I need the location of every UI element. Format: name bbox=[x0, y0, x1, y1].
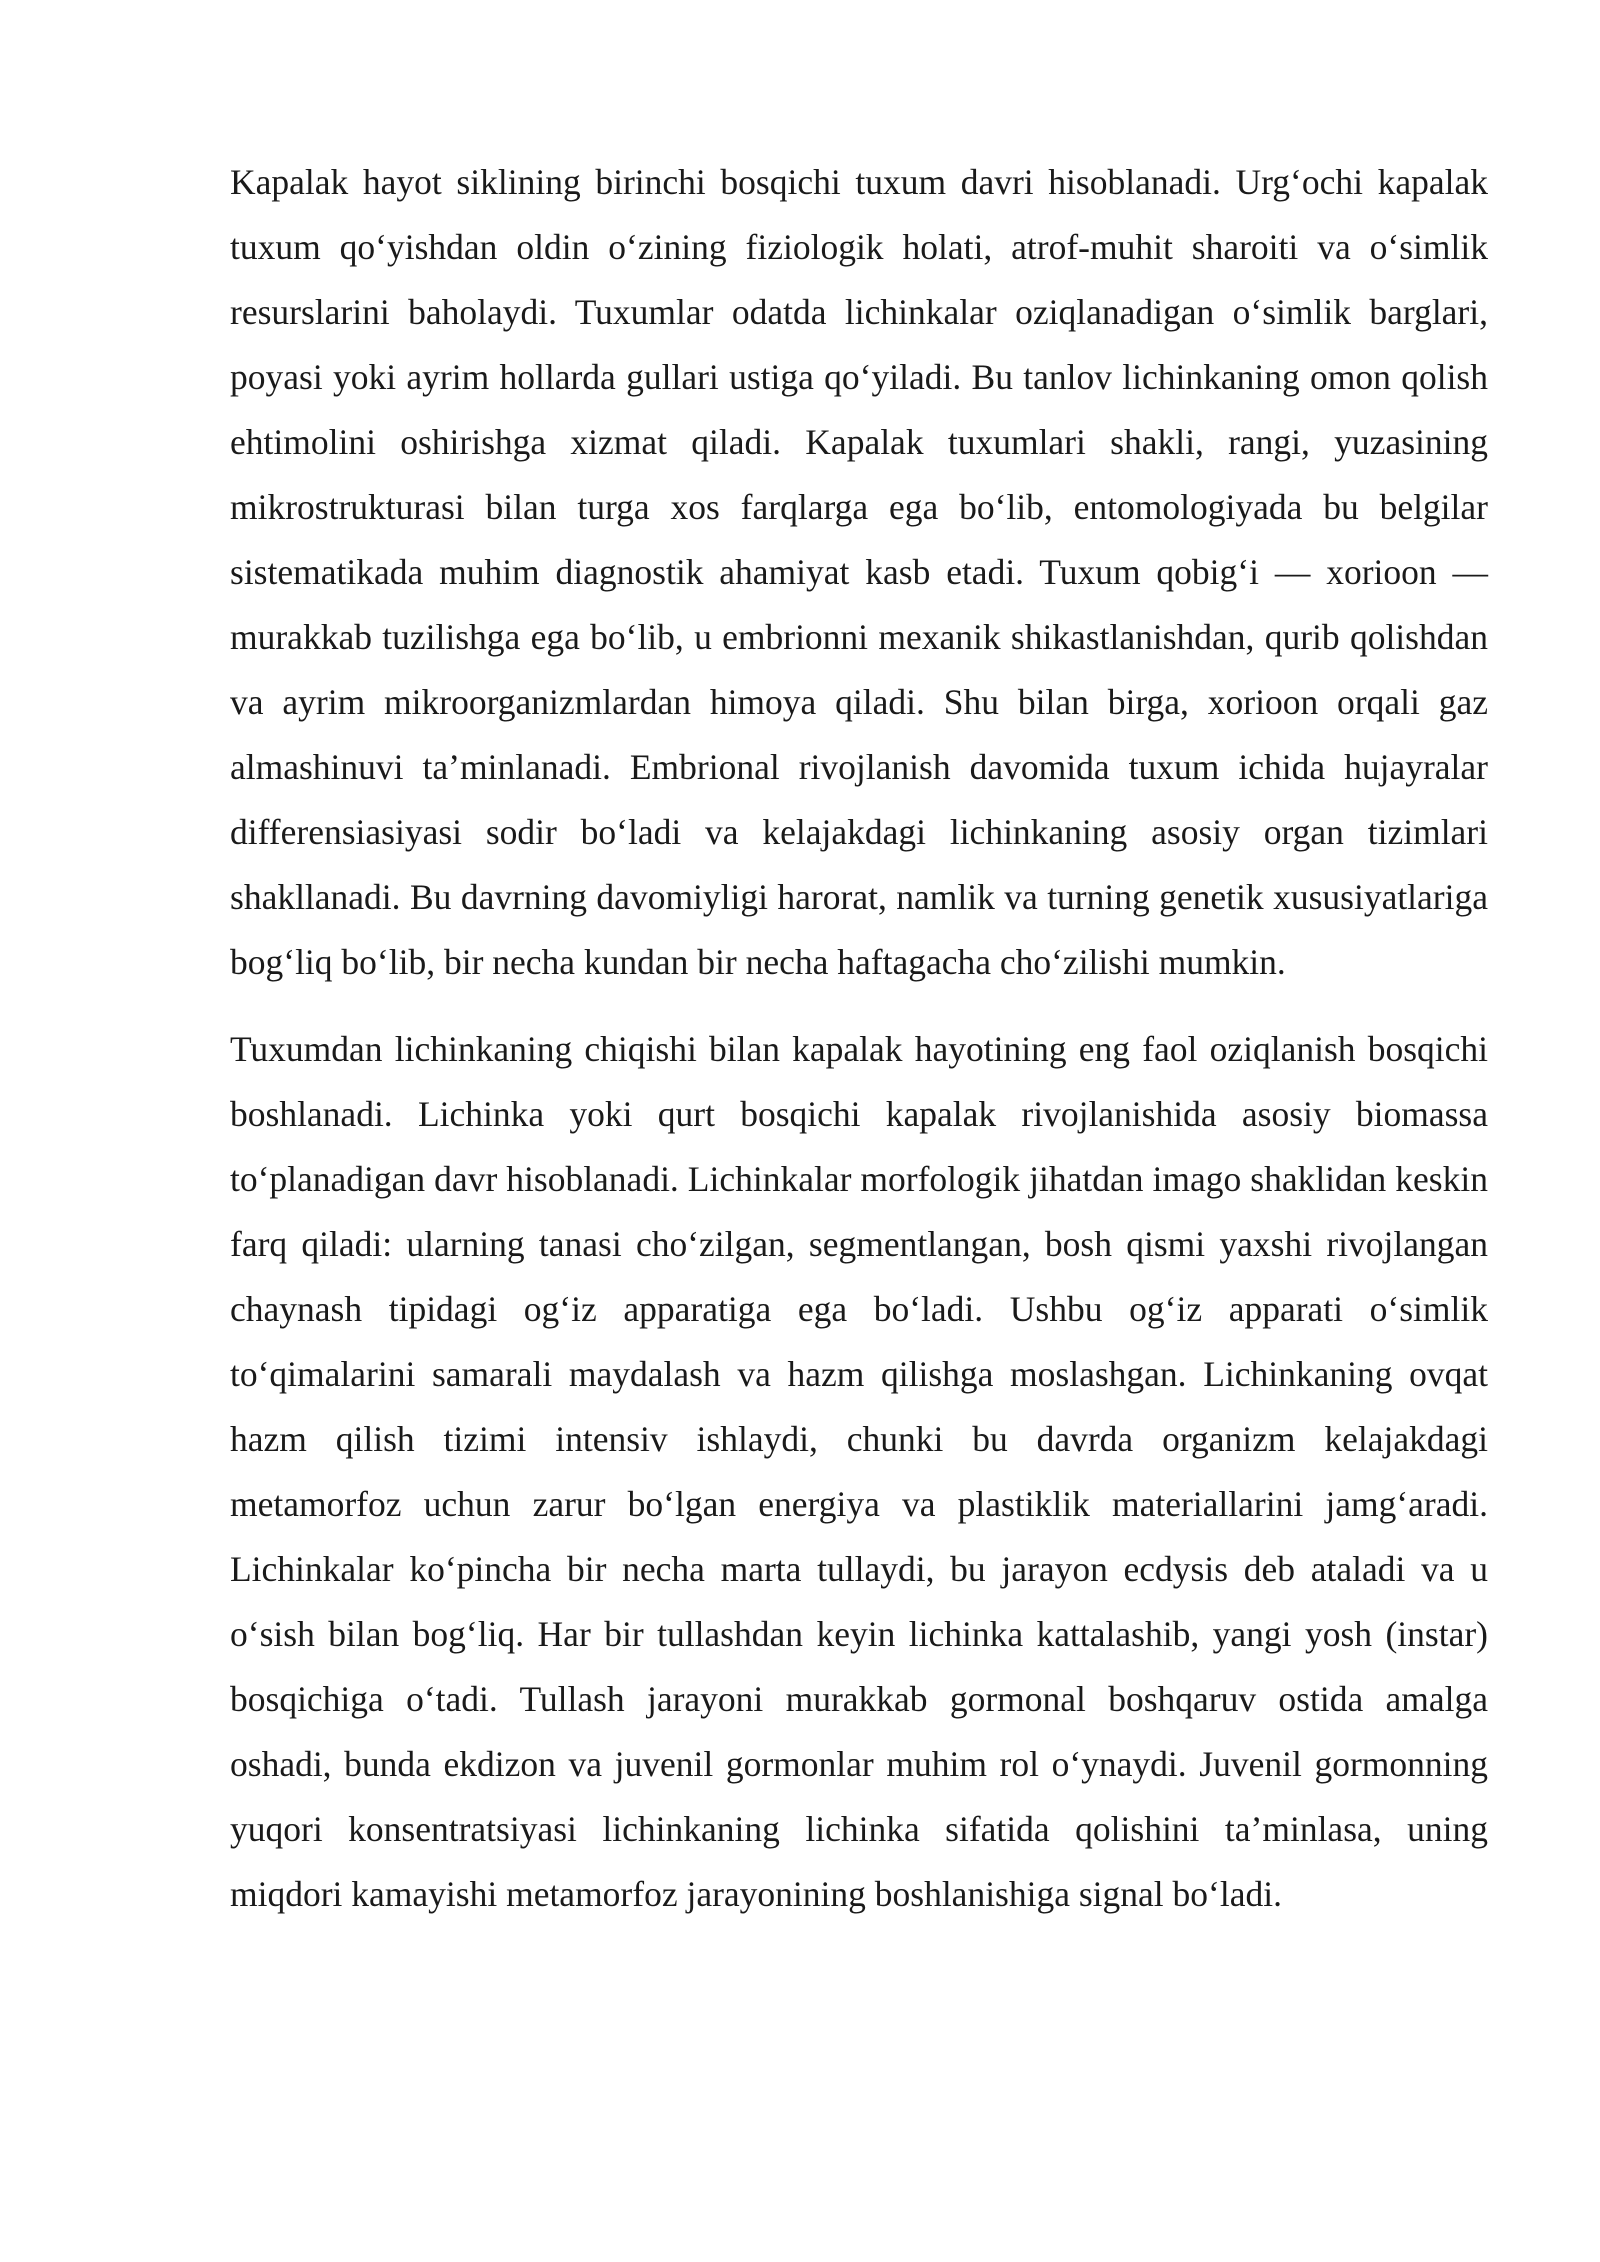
document-body bbox=[230, 150, 1488, 1927]
paragraph-egg-stage: Kapalak hayot siklining birinchi bosqichi tuxum davri hisoblanadi. Urg‘ochi kapalak tuxum qo‘yishdan oldin o‘zining fiziologik holati, atrof-muhit sharoiti va o‘simlik resurslarini baholaydi. Tuxumlar odatda lichinkalar oziqlanadigan o‘simlik barglari, poyasi yoki ayrim hollarda gullari ustiga qo‘yiladi. Bu tanlov lichinkaning omon qolish ehtimolini oshirishga xizmat qiladi. Kapalak tuxumlari shakli, rangi, yuzasining mikrostrukturasi bilan turga xos farqlarga ega bo‘lib, entomologiyada bu belgilar sistematikada muhim diagnostik ahamiyat kasb etadi. Tuxum qobig‘i — xorioon — murakkab tuzilishga ega bo‘lib, u embrionni mexanik shikastlanishdan, qurib qolishdan va ayrim mikroorganizmlardan himoya qiladi. Shu bilan birga, xorioon orqali gaz almashinuvi ta’minlanadi. Embrional rivojlanish davomida tuxum ichida hujayralar differensiasiyasi sodir bo‘ladi va kelajakdagi lichinkaning asosiy organ tizimlari shakllanadi. Bu davrning davomiyligi harorat, namlik va turning genetik xususiyatlariga bog‘liq bo‘lib, bir necha kundan bir necha haftagacha cho‘zilishi mumkin. bbox=[230, 162, 1488, 982]
paragraph-larva-stage: Tuxumdan lichinkaning chiqishi bilan kapalak hayotining eng faol oziqlanish bosqichi boshlanadi. Lichinka yoki qurt bosqichi kapalak rivojlanishida asosiy biomassa to‘planadigan davr hisoblanadi. Lichinkalar morfologik jihatdan imago shaklidan keskin farq qiladi: ularning tanasi cho‘zilgan, segmentlangan, bosh qismi yaxshi rivojlangan chaynash tipidagi og‘iz apparatiga ega bo‘ladi. Ushbu og‘iz apparati o‘simlik to‘qimalarini samarali maydalash va hazm qilishga moslashgan. Lichinkaning ovqat hazm qilish tizimi intensiv ishlaydi, chunki bu davrda organizm kelajakdagi metamorfoz uchun zarur bo‘lgan energiya va plastiklik materiallarini jamg‘aradi. Lichinkalar ko‘pincha bir necha marta tullaydi, bu jarayon ecdysis deb ataladi va u o‘sish bilan bog‘liq. Har bir tullashdan keyin lichinka kattalashib, yangi yosh (instar) bosqichiga o‘tadi. Tullash jarayoni murakkab gormonal boshqaruv ostida amalga oshadi, bunda ekdizon va juvenil gormonlar muhim rol o‘ynaydi. Juvenil gormonning yuqori konsentratsiyasi lichinkaning lichinka sifatida qolishini ta’minlasa, uning miqdori kamayishi metamorfoz jarayonining boshlanishiga signal bo‘ladi. bbox=[230, 1029, 1488, 1914]
